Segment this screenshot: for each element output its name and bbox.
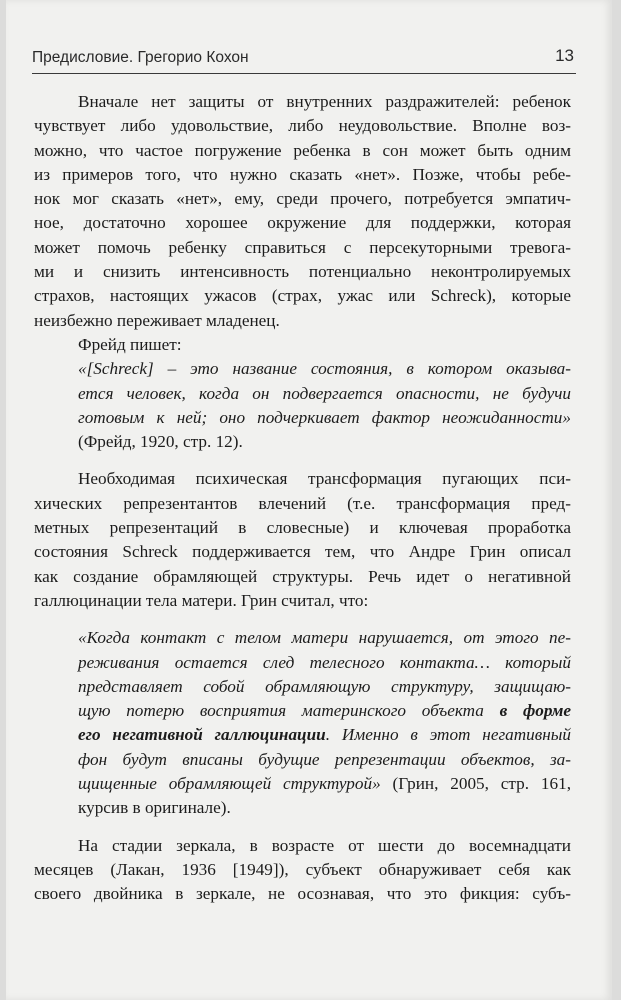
text-line: как создание обрамляющей структуры. Речь идет о негативной [34,566,571,586]
quote-line [78,626,571,650]
quote-text: . Именно в этот негативный [325,725,571,745]
quote-text: щую потерю восприятия материнского объекта [78,701,500,721]
paragraph-3 [34,467,571,613]
text-line: может помочь ребенку справиться с персекуторными тревога- [34,237,571,257]
quote-citation: (Фрейд, 1920, стр. 12). [78,432,243,452]
quote-emphasis: его негативной галлюцинации [78,725,326,745]
paragraph-4 [34,834,571,907]
quote-line [78,699,571,723]
quote-line [78,723,571,747]
text-line: Вначале нет защиты от внутренних раздражителей: ребенок [78,92,571,111]
block-quote-1 [34,357,571,454]
quote-text: щищенные обрамляющей структурой» [78,774,381,794]
quote-line [78,772,571,796]
text-line: своего двойника в зеркале, не осознавая, что это фикция: субъ- [34,884,571,904]
quote-line [78,651,571,675]
text-line: хических репрезентантов влечений (т.е. трансформация пред- [34,493,571,513]
quote-line [78,406,571,430]
paragraph-gap [34,821,571,834]
text-line: На стадии зеркала, в возрасте от шести до восемнадцати [78,835,571,855]
quote-text: готовым к ней; оно подчеркивает фактор неожиданности» [78,407,571,427]
text-line: галлюцинации тела матери. Грин считал, что: [34,590,369,610]
chapter-title: Предисловие. Грегорио Кохон [32,49,249,66]
text-line: Необходимая психическая трансформация пугающих пси- [78,469,571,489]
text-line: чувствует либо удовольствие, либо неудовольствие. Вполне воз- [34,116,571,136]
text-line: неизбежно переживает младенец. [34,310,280,330]
quote-text: представляет собой обрамляющую структуру, защищаю- [78,676,571,696]
paragraph-gap [34,454,571,467]
running-header [32,47,576,74]
quote-citation: курсив в оригинале). [78,798,231,818]
quote-line [78,675,571,699]
page-body [34,90,571,907]
quote-text: «Когда контакт с телом матери нарушается, от этого пе- [78,628,571,648]
quote-line [78,382,571,406]
quote-line [78,748,571,772]
quote-line [78,357,571,381]
quote-text: фон будут вписаны будущие репрезентации объектов, за- [78,749,571,769]
quote-text: ется человек, когда он подвергается опасности, не будучи [78,383,571,403]
text-line: ное, достаточно хорошее окружение для поддержки, которая [34,213,571,233]
text-line: метных репрезентаций в словесные) и ключевая проработка [34,518,571,538]
text-line: из примеров того, что нужно сказать «нет». Позже, чтобы ребе- [34,164,571,184]
quote-text: реживания остается след телесного контакта… который [78,652,571,672]
text-line: можно, что частое погружение ребенка в сон может быть одним [34,140,571,160]
block-quote-2 [34,626,571,820]
paragraph-gap [34,613,571,626]
paragraph-1 [34,90,571,333]
quote-text: «[Schreck] – это название состояния, в котором оказыва- [78,359,571,379]
book-page [6,0,612,1000]
text-line: страхов, настоящих ужасов (страх, ужас или Schreck), которые [34,286,571,306]
text-line: месяцев (Лакан, 1936 [1949]), субъект обнаруживает себя как [34,859,571,879]
quote-citation: (Грин, 2005, стр. 161, [380,774,571,794]
text-line: состояния Schreck поддерживается тем, что Андре Грин описал [34,542,571,562]
text-line: нок мог сказать «нет», ему, среди прочего, потребуется эмпатич- [34,189,571,209]
page-number: 13 [555,46,574,65]
quote-emphasis: в форме [499,701,571,721]
text-line: ми и снизить интенсивность потенциально неконтролируемых [34,262,571,282]
paragraph-2: Фрейд пишет: [78,334,182,354]
